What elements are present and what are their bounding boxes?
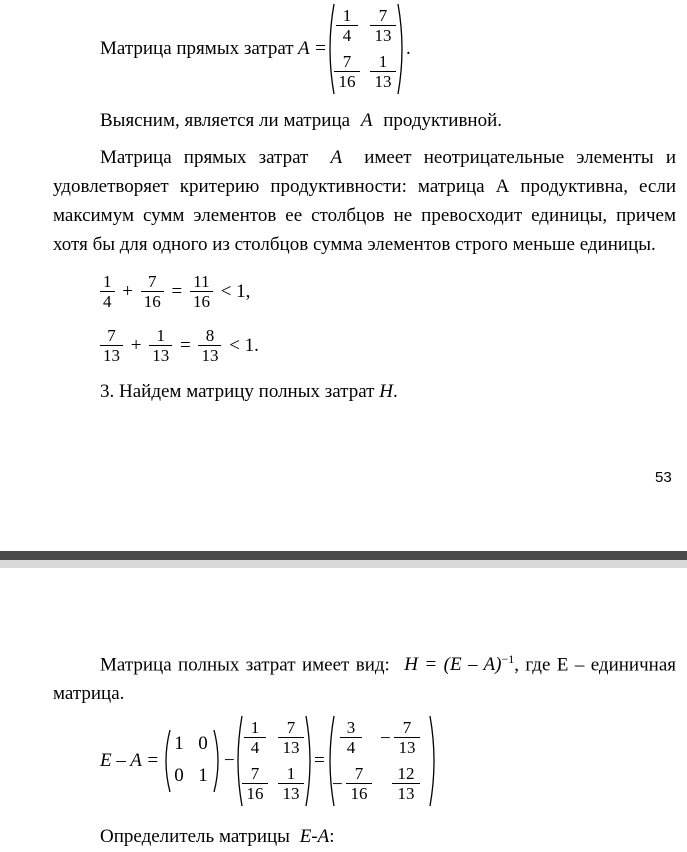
identity-11: 1 xyxy=(174,733,184,754)
matrix-a-cell-21: $\frac{7}{16}$ xyxy=(334,52,360,91)
matrix-a-var: A = xyxy=(298,38,327,59)
criterion-paragraph xyxy=(53,143,676,259)
eq1-frac-b: $\frac{7}{16}$ xyxy=(141,272,164,311)
det-var: E-A xyxy=(299,826,330,847)
equals-sign: = xyxy=(314,750,325,771)
page-separator-shadow xyxy=(0,560,687,568)
page-number: 53 xyxy=(655,469,672,486)
matrix-a-label: Матрица прямых затрат xyxy=(100,38,294,59)
equation-1: $\frac{1}{4}$ + $\frac{7}{16}$ = $\frac{11}{16}$ < 1, xyxy=(100,272,253,311)
eq1-frac-a: $\frac{1}{4}$ xyxy=(100,272,115,311)
eq1-tail: < 1, xyxy=(220,280,251,302)
eq2-frac-b: $\frac{1}{13}$ xyxy=(149,326,172,365)
matrix-a-line xyxy=(100,0,520,100)
result-cell-12-sign: − xyxy=(380,728,391,749)
e-minus-a-equation xyxy=(100,712,460,812)
criterion-prefix: Матрица прямых затрат xyxy=(100,147,309,168)
matrix-a-cell-12: $\frac{7}{13}$ xyxy=(370,6,396,45)
identity-12: 0 xyxy=(198,733,208,754)
check-prefix: Выясним, является ли матрица xyxy=(100,110,351,131)
criterion-text: имеет неотрицательные элементы и удовлетворяет критерию продуктивности: матрица А продуктивна, если максимум сумм элементов ее столбцов не превосходит единицы, причем хотя бы для одного из столбцов сумма элементов строго меньше единицы. xyxy=(53,147,677,255)
step3-var: H xyxy=(379,381,393,402)
step3-line xyxy=(100,381,398,403)
result-cell-22: $\frac{12}{13}$ xyxy=(392,764,420,803)
identity-22: 1 xyxy=(198,765,208,786)
matrix-a2-cell-12: $\frac{7}{13}$ xyxy=(278,718,304,757)
check-line xyxy=(100,110,502,132)
step3-period: . xyxy=(392,381,398,402)
result-cell-21-sign: − xyxy=(332,774,343,795)
check-var: A xyxy=(360,110,373,131)
result-cell-21: $\frac{7}{16}$ xyxy=(346,764,372,803)
criterion-var: A xyxy=(330,147,343,168)
full-cost-prefix: Матрица полных затрат имеет вид: xyxy=(100,654,390,676)
page-separator xyxy=(0,551,687,560)
ea-label: E – A = xyxy=(100,750,160,771)
identity-21: 0 xyxy=(174,765,184,786)
full-cost-paragraph xyxy=(53,645,676,708)
matrix-a2-cell-11: $\frac{1}{4}$ xyxy=(244,718,266,757)
equation-2: $\frac{7}{13}$ + $\frac{1}{13}$ = $\frac{8}{13}$ < 1. xyxy=(100,326,262,365)
matrix-a-period: . xyxy=(406,38,411,59)
det-line xyxy=(100,826,335,848)
det-colon: : xyxy=(329,826,335,847)
result-cell-11: $\frac{3}{4}$ xyxy=(340,718,362,757)
minus-sign: − xyxy=(224,750,235,771)
full-cost-suffix: , где Е – единичная матрица. xyxy=(53,654,676,705)
matrix-a2-cell-21: $\frac{7}{16}$ xyxy=(242,764,268,803)
identity-brackets xyxy=(162,728,222,794)
step3-text: 3. Найдем матрицу полных затрат xyxy=(100,381,375,402)
eq2-tail: < 1. xyxy=(229,334,259,356)
result-cell-12: $\frac{7}{13}$ xyxy=(394,718,420,757)
det-label: Определитель матрицы xyxy=(100,826,290,847)
matrix-a2-cell-22: $\frac{1}{13}$ xyxy=(278,764,304,803)
matrix-a-cell-11: $\frac{1}{4}$ xyxy=(336,6,358,45)
eq2-frac-result: $\frac{8}{13}$ xyxy=(198,326,221,365)
eq2-frac-a: $\frac{7}{13}$ xyxy=(100,326,123,365)
full-cost-exponent: −1 xyxy=(501,652,515,666)
full-cost-formula: H = (E – A) xyxy=(404,654,502,676)
eq1-frac-result: $\frac{11}{16}$ xyxy=(190,272,213,311)
check-suffix: продуктивной. xyxy=(383,110,502,131)
matrix-a-cell-22: $\frac{1}{13}$ xyxy=(370,52,396,91)
